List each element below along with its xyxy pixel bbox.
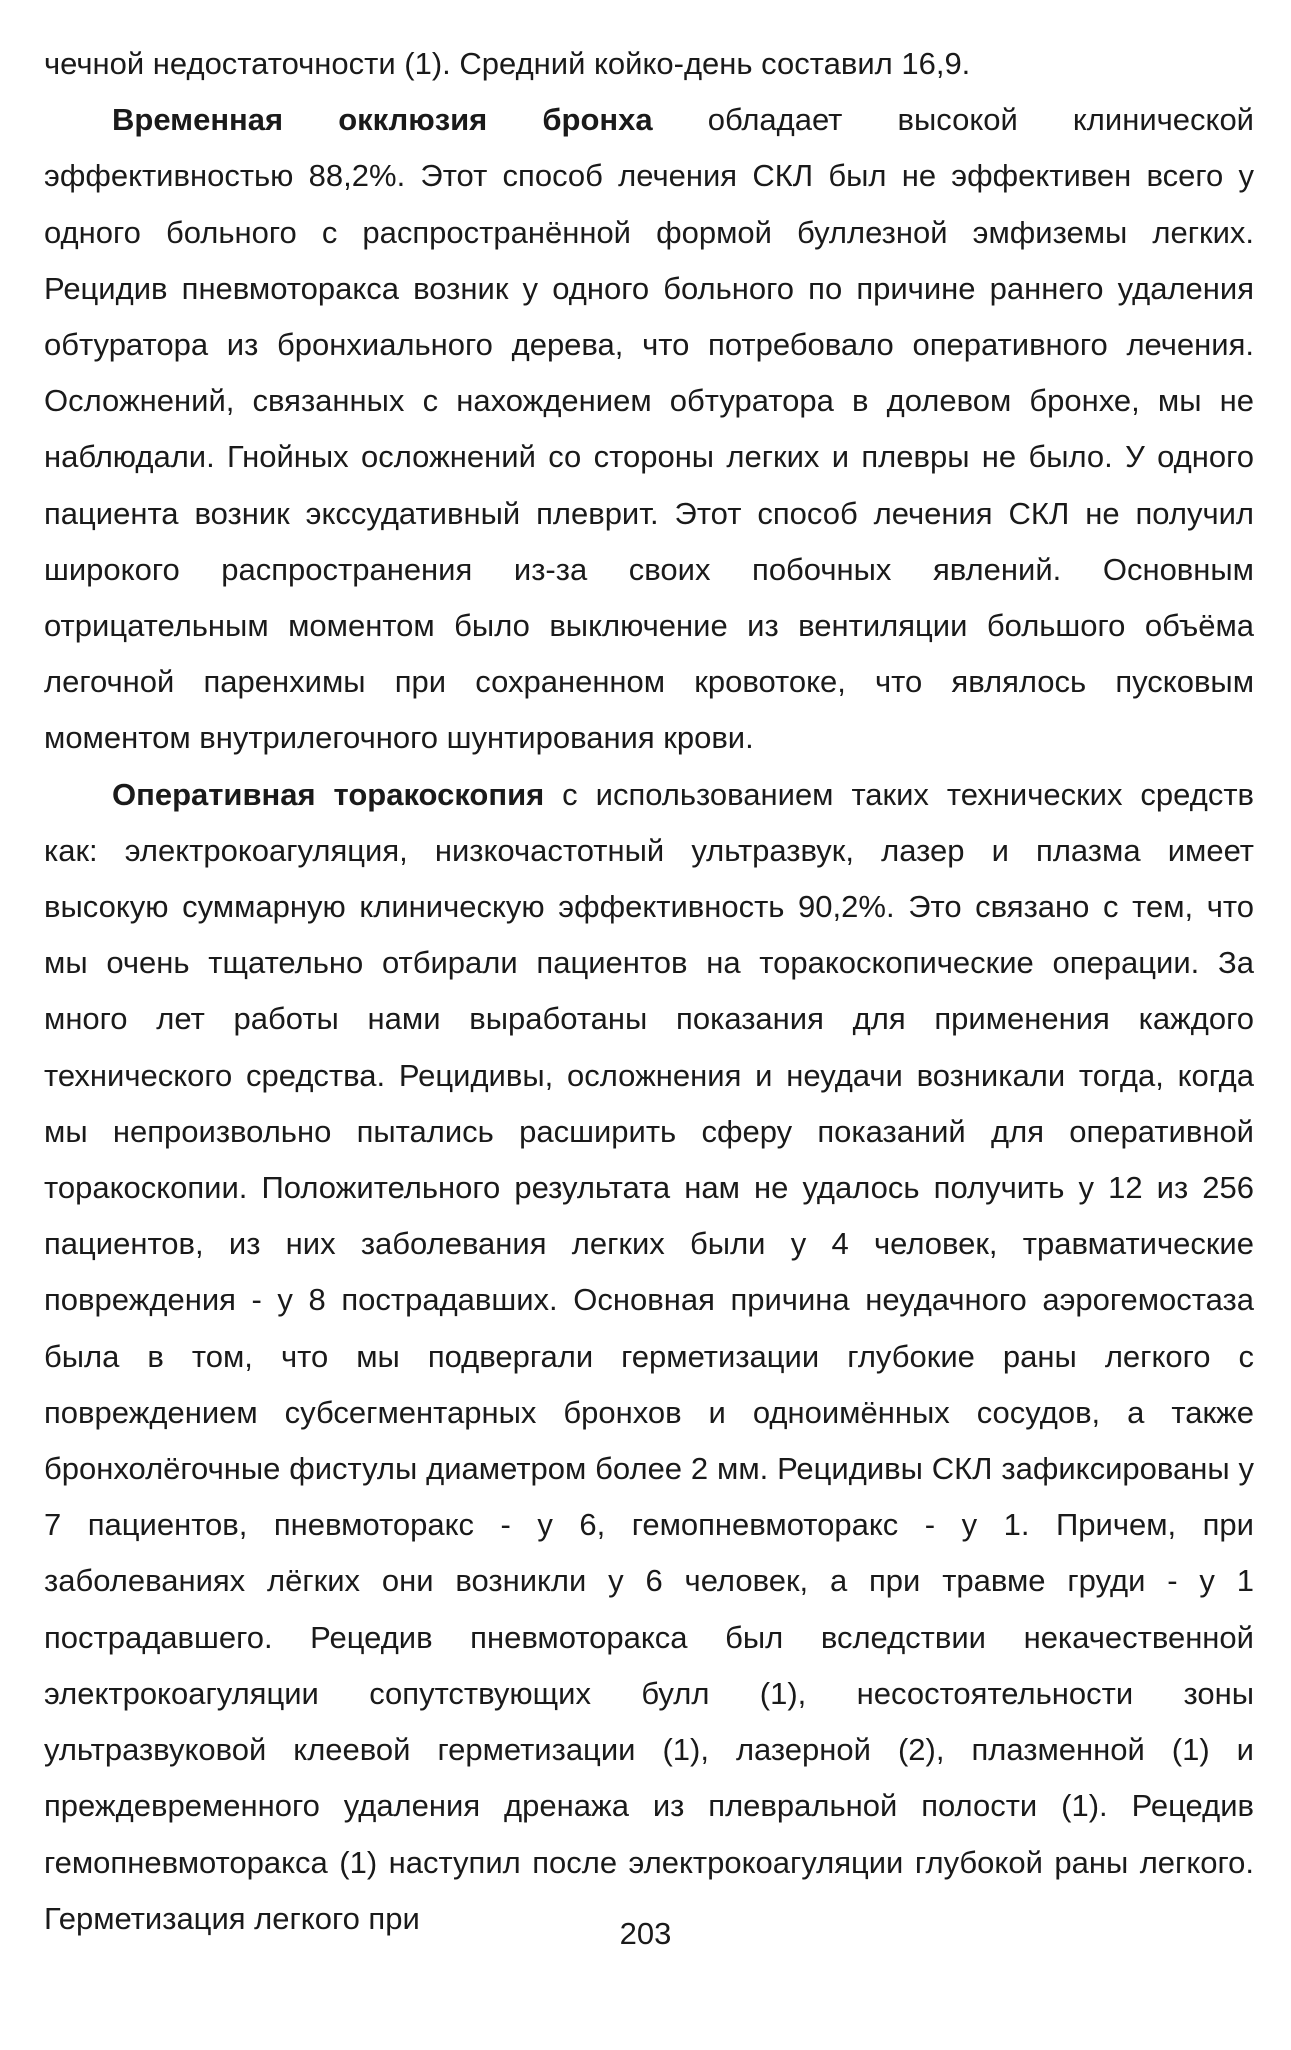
paragraph-text: с использованием таких технических средств как: электрокоагуляция, низкочастотный ультразвук, лазер и плазма имеет высокую суммарную клиническую эффективность 90,2%. Это связано с тем, что мы очень тщательно отбирали пациентов на торакоскопические операции. За много лет работы нами выработаны показания для применения каждого технического средства. Рецидивы, осложнения и неудачи возникали тогда, когда мы непроизвольно пытались расширить сферу показаний для оперативной торакоскопии. Положительного результата нам не удалось получить у 12 из 256 пациентов, из них заболевания легких были у 4 человек, травматические повреждения - у 8 пострадавших. Основная причина неудачного аэрогемостаза была в том, что мы подвергали герметизации глубокие раны легкого с повреждением субсегментарных бронхов и одноимённых сосудов, а также бронхолёгочные фистулы диаметром более 2 мм. Рецидивы СКЛ зафиксированы у 7 пациентов, пневмоторакс - у 6, гемопневмоторакс - у 1. Причем, при заболеваниях лёгких они возникли у 6 человек, а при травме груди - у 1 пострадавшего. Рецедив пневмоторакса был вследствии некачественной электрокоагуляции сопутствующих булл (1), несостоятельности зоны ультразвуковой клеевой герметизации (1), лазерной (2), плазменной (1) и преждевременного удаления дренажа из плевральной полости (1). Рецедив гемопневмоторакса (1) наступил после электрокоагуляции глубокой раны легкого. Герметизация легкого при xyxy=(44,776,1254,1936)
paragraph-lead: Оперативная торакоскопия xyxy=(112,776,545,812)
paragraph-text: обладает высокой клинической эффективностью 88,2%. Этот способ лечения СКЛ был не эффективен всего у одного больного с распространённой формой буллезной эмфиземы легких. Рецидив пневмоторакса возник у одного больного по причине раннего удаления обтуратора из бронхиального дерева, что потребовало оперативного лечения. Осложнений, связанных с нахождением обтуратора в долевом бронхе, мы не наблюдали. Гнойных осложнений со стороны легких и плевры не было. У одного пациента возник экссудативный плеврит. Этот способ лечения СКЛ не получил широкого распространения из-за своих побочных явлений. Основным отрицательным моментом было выключение из вентиляции большого объёма легочной паренхимы при сохраненном кровотоке, что являлось пусковым моментом внутрилегочного шунтирования крови. xyxy=(44,102,1254,756)
paragraph-continuation xyxy=(44,36,1254,92)
paragraph-thoracoscopy xyxy=(44,767,1254,1947)
paragraph-bronchus-occlusion xyxy=(44,92,1254,766)
page-number: 203 xyxy=(619,1916,672,1951)
body-text xyxy=(44,36,1254,1947)
paragraph-lead: Временная окклюзия бронха xyxy=(112,102,653,138)
paragraph-text: чечной недостаточности (1). Средний койко-день составил 16,9. xyxy=(44,46,971,81)
